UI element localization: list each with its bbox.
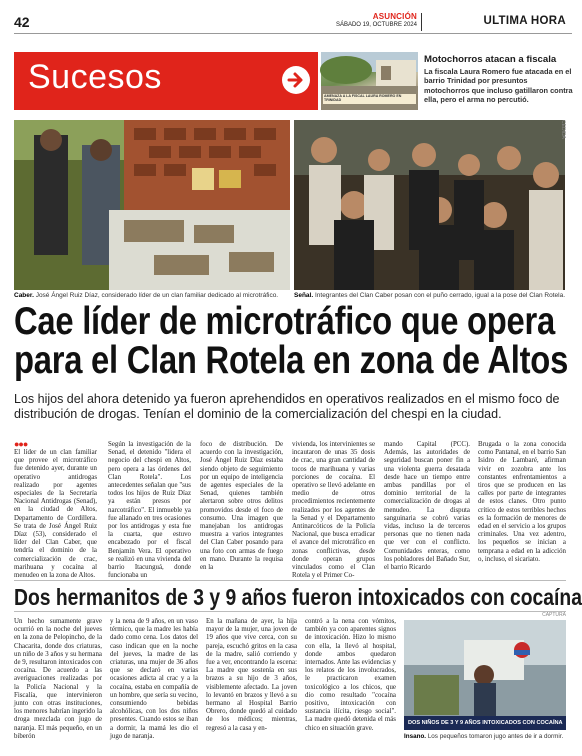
caption-text: José Ángel Ruiz Díaz, considerado líder de un clan familiar dedicado al microtráfico. — [35, 292, 279, 299]
divider — [14, 611, 566, 612]
teaser-body: La fiscala Laura Romero fue atacada en el barrio Trinidad por presuntos motochorros que incluso gatillaron contra ella, pero el arma no percutió. — [424, 67, 573, 104]
right-photo-caption — [294, 292, 566, 299]
article-column: vivienda, los intervinientes se incautaron de unas 35 dosis de crac, una gran cantidad de tocos de marihuana y varias porciones de cocaína. El operativo se llevó adelante en medio de otros procedimientos recientemente realizados por los agentes de la Senad y el Departamento Antinarcóticos de la Policía Nacional, que busca erradicar el avance del microtráfico en zonas conflictivas, desde donde operan grupos vinculados como el Clan Rotela y el Primer Co- — [292, 441, 375, 580]
article-lead: Los hijos del ahora detenido ya fueron aprehendidos en operativos realizados en el mismo foco de distribución de drogas. Tenían el dominio de la comercialización del chespi en la ciudad. — [14, 392, 560, 421]
teaser-title[interactable]: Motochorros atacan a fiscala — [424, 54, 557, 65]
caption-label: Caber. — [14, 292, 34, 299]
tv-banner: DOS NIÑOS DE 3 Y 9 AÑOS INTOXICADOS CON COCAÍNA — [404, 716, 566, 730]
teaser-image-caption: AMENAZA A LA FISCAL LAURA ROMERO EN TRINIDAD — [323, 94, 416, 104]
header-date: SÁBADO 19, OCTUBRE 2024 — [335, 22, 417, 28]
bullet-dots-icon: ●●● — [14, 439, 28, 449]
article2-column: y la nena de 9 años, en un vaso térmico, que la madre les había dado como cena. Los datos del caso indican que en la noche del jueves, la madre de las criaturas, una mujer de 36 años que se declaró en varias ocasiones adicta al crac y a la cocaína, estaba en compañía de un hombre, que sería su vecino, consumiendo bebidas alcohólicas, con los dos niños presentes. Cuando estos se iban a dormir, la mamá les dio el jugo de naranja. — [110, 618, 198, 740]
article-column: Según la investigación de la Senad, el detenido "lidera el negocio del chespi en Altos, pero opera a las órdenes del Clan Rotela". Los antecedentes señalan que "sus todos los hijos de Ruiz Díaz ya están presos por narcotráfico". El inmueble ya fue allanado en tres ocasiones por los antidrogas y esta fue la cuarta, que estuvo encabezado por el fiscal Benjamín Vera. El operativo se realizó en una vivienda del barrio Itacunguá, donde funcionaba un — [108, 441, 191, 580]
clan-group-photo — [294, 120, 565, 290]
evidence-photo — [14, 120, 290, 290]
photo-credit: CEDIDA — [560, 120, 566, 139]
article2-column: contró a la nena con vómitos, también ya con aparentes signos de intoxicación. Hizo lo mismo con ella, la llevó al hospital, donde ambos quedaron internados. Ante las evidencias y los relatos de los involucrados, le practicaron examen toxicológico a los chicos, que dio como resultado "cocaína positivo, intoxicación con sustancia ilícita, riesgo social". La madre quedó detenida el más chico en situación grave. — [305, 618, 396, 732]
caption-label: Insano. — [404, 733, 427, 740]
caption-label: Señal. — [294, 292, 314, 299]
banner-title: Sucesos — [28, 58, 162, 96]
caption-text: Integrantes del Clan Caber posan con el puño cerrado, igual a la pose del Clan Rotela. — [314, 292, 566, 299]
article-column: foco de distribución. De acuerdo con la investigación, José Ángel Ruiz Díaz estaba siendo objeto de seguimiento por un equipo de inteligencia de agentes especiales de la Senad, quienes también alertaron sobre otros delitos promovidos desde el foco de consumo. Una imagen que manejaban los antidrogas muestra a varios integrantes del Clan Caber posando para una foto con armas de fuego en mano. Durante la requisa en la — [200, 441, 283, 572]
header-city: ASUNCIÓN — [372, 12, 417, 21]
article-headline[interactable]: Cae líder de microtráfico que opera para el Clan Rotela en zona de Altos — [14, 300, 569, 382]
section-banner — [14, 52, 318, 110]
article2-headline[interactable]: Dos hermanitos de 3 y 9 años fueron intoxicados con cocaína — [14, 584, 582, 610]
left-photo-caption — [14, 292, 292, 299]
article-column: Brugada o la zona conocida como Pantanal, en el barrio San Isidro de Lambaré, afirman vivir en zozobra ante los constantes enfrentamientos a tiros que se producen en las calles por parte de integrantes de estos clanes. Otro punto crítico de estos terribles hechos es la formación de menores de edad en el servicio a los grupos criminales. Una vez adentro, los pequeños se inician a temprana a edad en la adicción o, incluso, el sicariato. — [478, 441, 566, 563]
page-header — [14, 12, 572, 34]
caption-text: Los pequeños tomaron jugo antes de ir a dormir. — [427, 733, 564, 740]
page-number: 42 — [14, 14, 30, 30]
article2-photo-caption — [404, 733, 563, 740]
article2-column: Un hecho sumamente grave ocurrió en la noche del jueves en la zona de Pelopincho, de la Chacarita, donde dos criaturas, un niño de 3 años y su hermana de 9, resultaron intoxicados con cocaína. De acuerdo a las averiguaciones realizadas por la Policía Nacional y la Fiscalía, que intervinieron junto con otras instituciones, los menores habrían ingerido la droga mezclada con jugo de naranja. El más pequeño, en un biberón — [14, 618, 102, 740]
article-column: mando Capital (PCC). Además, las autoridades de seguridad buscan poner fin a una violenta guerra desatada desde hace un tiempo entre ambas pandillas por el dominio territorial de la comercialización de drogas al menudeo. La disputa sanguinaria se cobró varias vidas, incluso la de terceros personas que no tienen nada que ver con el conflicto. Comunidades enteras, como los pobladores del Bañado Sur, el barrio Ricardo — [384, 441, 470, 572]
section-name: ULTIMA HORA — [483, 15, 566, 27]
header-divider — [421, 13, 422, 31]
tv-capture-photo — [404, 620, 566, 730]
article2-column: En la mañana de ayer, la hija mayor de la mujer, una joven de 19 años que vive cerca, con su pareja, escuchó gritos en la casa de la madre, salió corriendo y fue a ver, encontrando la escena: La madre que sostenía en sus brazos a su hijo de 3 años, visiblemente afectado. La joven lo levantó en brazos y llevó a su hermano al Hospital Barrio Obrero, donde quedó al cuidado de los médicos; mientras, regresó a la casa y en- — [206, 618, 297, 732]
article-column: El líder de un clan familiar que provee el microtráfico fue detenido ayer, durante un operativo antidrogas realizado por agentes especiales de la Secretaría Nacional Antidrogas (Senad), en la ciudad de Altos, Departamento de Cordillera. Se trata de José Ángel Ruiz Díaz (53), considerado el líder del Clan Caber, que tendría el dominio de la comercialización de crac, marihuana y cocaína al menudeo en la zona de Altos. — [14, 449, 97, 580]
teaser-image[interactable] — [321, 52, 418, 110]
divider — [14, 580, 566, 581]
photo-credit: CAPTURA — [542, 612, 566, 618]
arrow-right-icon[interactable] — [282, 66, 310, 94]
